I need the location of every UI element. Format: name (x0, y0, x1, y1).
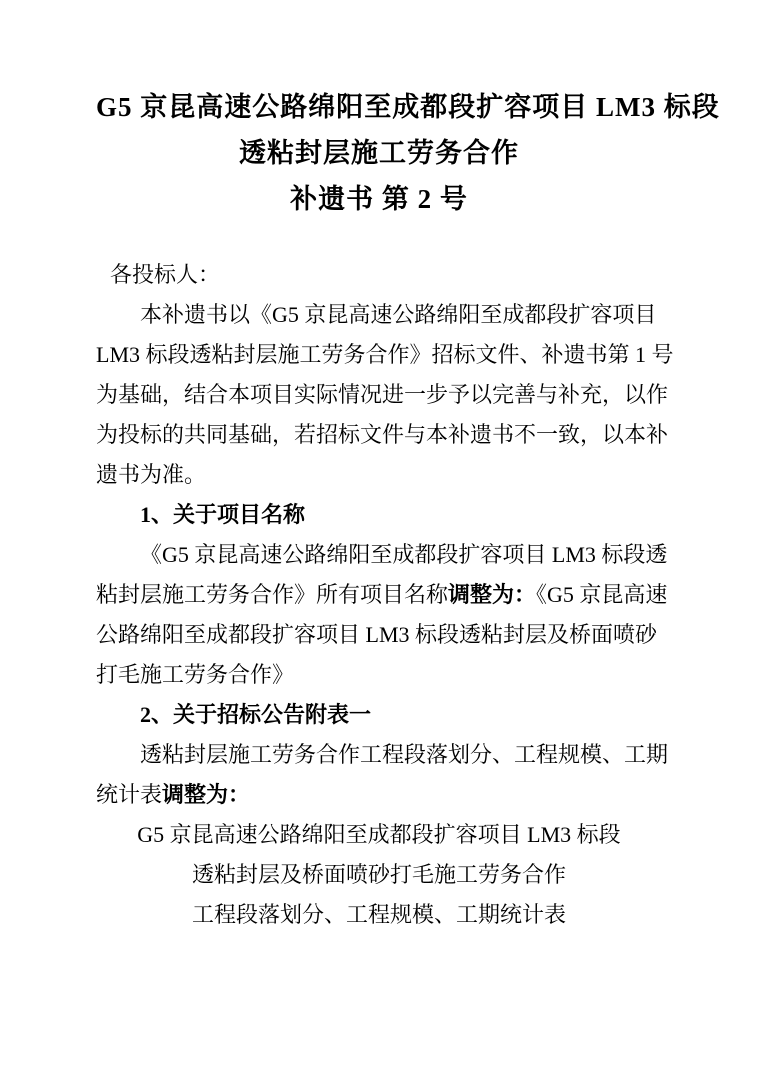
text-line: 《G5 京昆高速公路绵阳至成都段扩容项目 LM3 标段透 (140, 542, 668, 567)
text-line: 遗书为准。 (96, 462, 207, 487)
text-segment: 粘封层施工劳务合作》所有项目名称 (96, 582, 449, 607)
paragraph-intro (96, 295, 674, 495)
salutation: 各投标人： (110, 262, 221, 287)
text-line: LM3 标段透粘封层施工劳务合作》招标文件、补遗书第 1 号 (96, 342, 674, 367)
section-2-heading: 2、关于招标公告附表一 (140, 702, 372, 727)
text-line: 透粘封层施工劳务合作工程段落划分、工程规模、工期 (140, 742, 669, 767)
table-title-line-3: 工程段落划分、工程规模、工期统计表 (191, 902, 566, 927)
text-line: 打毛施工劳务合作》 (96, 662, 295, 687)
table-title-block (96, 815, 662, 935)
document-body (96, 255, 674, 935)
text-line (96, 775, 662, 815)
text-line: 公路绵阳至成都段扩容项目 LM3 标段透粘封层及桥面喷砂 (96, 622, 658, 647)
document-content (96, 84, 720, 935)
title-line-3: 补遗书 第 2 号 (290, 184, 468, 214)
title-line-1: G5 京昆高速公路绵阳至成都段扩容项目 LM3 标段 (96, 92, 720, 122)
paragraph-section-2 (96, 735, 669, 815)
paragraph-section-1 (96, 535, 668, 695)
text-segment: 《G5 京昆高速 (536, 582, 668, 607)
text-segment-bold: 调整为： (162, 782, 251, 807)
text-line: 为投标的共同基础，若招标文件与本补遗书不一致，以本补 (96, 422, 669, 447)
table-title-line-2: 透粘封层及桥面喷砂打毛施工劳务合作 (191, 862, 566, 887)
text-segment: 统计表 (96, 782, 163, 807)
text-line: 本补遗书以《G5 京昆高速公路绵阳至成都段扩容项目 (140, 302, 657, 327)
text-line: 为基础，结合本项目实际情况进一步予以完善与补充，以作 (96, 382, 669, 407)
section-1-heading: 1、关于项目名称 (140, 502, 306, 527)
document-title (96, 84, 720, 222)
text-line (96, 575, 668, 615)
table-title-line-1: G5 京昆高速公路绵阳至成都段扩容项目 LM3 标段 (137, 822, 621, 847)
title-line-2: 透粘封层施工劳务合作 (239, 138, 519, 168)
text-segment-bold: 调整为： (448, 582, 537, 607)
